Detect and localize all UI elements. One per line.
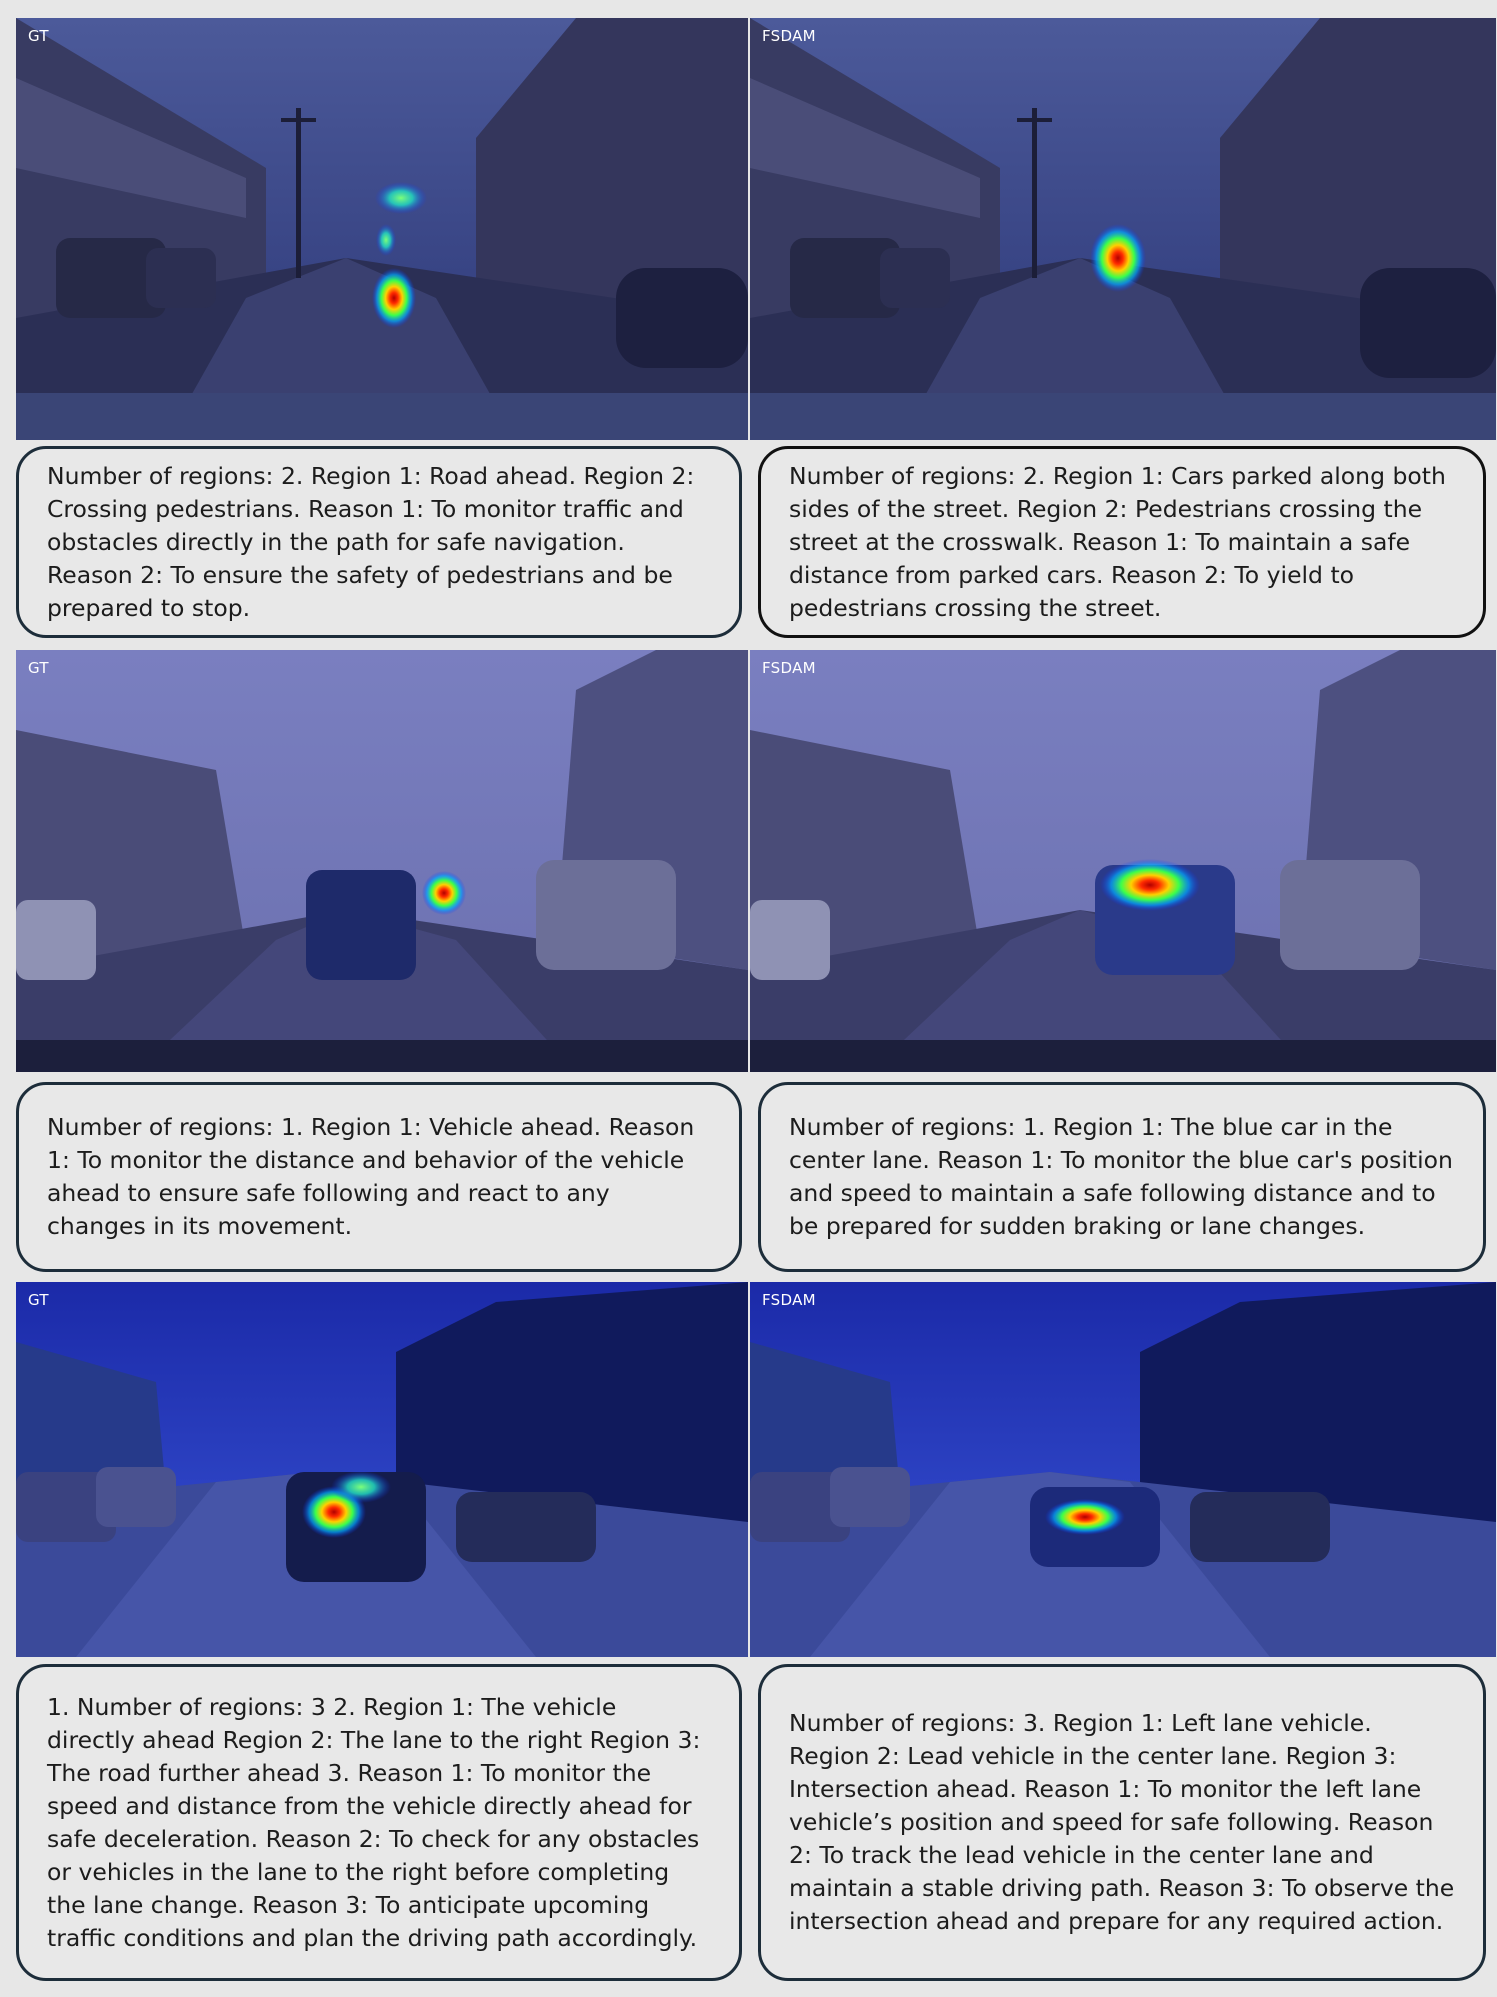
gt-heatmap-panel-3 bbox=[16, 1282, 748, 1657]
fsdam-heatmap-panel-3 bbox=[750, 1282, 1496, 1657]
street-scene-image bbox=[750, 650, 1496, 1072]
fsdam-caption-text: Number of regions: 3. Region 1: Left lane vehicle. Region 2: Lead vehicle in the center lane. Region 3: Intersection ahead. Reason 1: To monitor the left lane vehicle’s position and speed for safe following. Reason 2: To track the lead vehicle in the center lane and maintain a stable driving path. Reason 3: To observe the intersection ahead and prepare for any required action. bbox=[789, 1709, 1455, 1935]
fsdam-heatmap-panel-2 bbox=[750, 650, 1496, 1072]
gt-heatmap-panel-2 bbox=[16, 650, 748, 1072]
street-scene-image bbox=[16, 1282, 748, 1657]
fsdam-caption-1 bbox=[758, 446, 1486, 638]
fsdam-caption-text: Number of regions: 1. Region 1: The blue car in the center lane. Reason 1: To monitor the blue car's position and speed to maintain a safe following distance and to be prepared for sudden braking or lane changes. bbox=[789, 1113, 1453, 1240]
gt-label: GT bbox=[28, 659, 49, 677]
gt-caption-2 bbox=[16, 1082, 742, 1272]
fsdam-caption-3 bbox=[758, 1664, 1486, 1981]
fsdam-label: FSDAM bbox=[762, 27, 816, 45]
gt-caption-3 bbox=[16, 1664, 742, 1981]
fsdam-heatmap-panel-1 bbox=[750, 18, 1496, 440]
gt-caption-text: 1. Number of regions: 3 2. Region 1: The vehicle directly ahead Region 2: The lane to the right Region 3: The road further ahead 3. Reason 1: To monitor the speed and distance from the vehicle directly ahead for safe deceleration. Reason 2: To check for any obstacles or vehicles in the lane to the right before completing the lane change. Reason 3: To anticipate upcoming traffic conditions and plan the driving path accordingly. bbox=[47, 1692, 701, 1952]
gt-caption-text: Number of regions: 2. Region 1: Road ahead. Region 2: Crossing pedestrians. Reason 1: To monitor traffic and obstacles directly in the path for safe navigation. Reason 2: To ensure the safety of pedestrians and be prepared to stop. bbox=[47, 461, 695, 622]
gt-label: GT bbox=[28, 27, 49, 45]
fsdam-label: FSDAM bbox=[762, 659, 816, 677]
gt-label: GT bbox=[28, 1291, 49, 1309]
street-scene-image bbox=[750, 1282, 1496, 1657]
street-scene-image bbox=[16, 650, 748, 1072]
gt-caption-1 bbox=[16, 446, 742, 638]
gt-caption-text: Number of regions: 1. Region 1: Vehicle ahead. Reason 1: To monitor the distance and behavior of the vehicle ahead to ensure safe following and react to any changes in its movement. bbox=[47, 1113, 695, 1240]
fsdam-caption-text: Number of regions: 2. Region 1: Cars parked along both sides of the street. Region 2: Pedestrians crossing the street at the crosswalk. Reason 1: To maintain a safe distance from parked cars. Reason 2: To yield to pedestrians crossing the street. bbox=[789, 461, 1446, 622]
street-scene-image bbox=[16, 18, 748, 440]
fsdam-label: FSDAM bbox=[762, 1291, 816, 1309]
gt-heatmap-panel-1 bbox=[16, 18, 748, 440]
fsdam-caption-2 bbox=[758, 1082, 1486, 1272]
street-scene-image bbox=[750, 18, 1496, 440]
